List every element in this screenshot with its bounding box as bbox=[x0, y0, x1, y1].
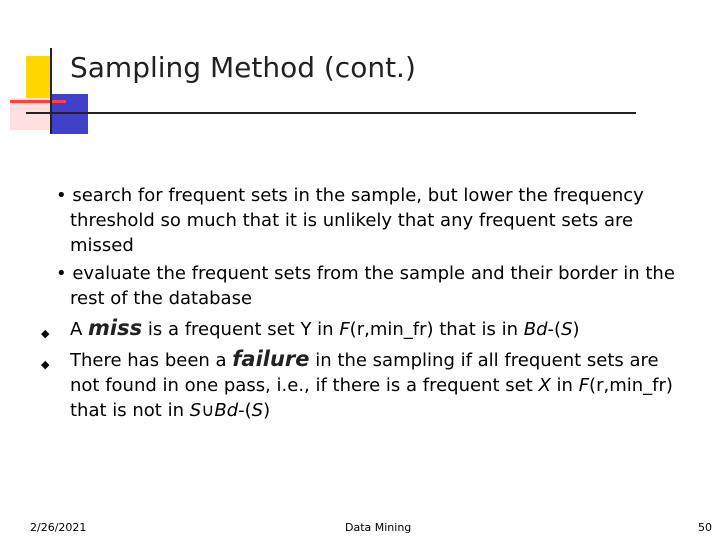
text-segment: (r,min_fr) that is not in bbox=[70, 375, 673, 421]
bullet-text bbox=[70, 347, 680, 423]
symbol-s: S bbox=[251, 400, 264, 421]
text-segment: in the sampling if all frequent sets are not found in one pass, i.e., if there is a frequent set bbox=[70, 350, 659, 396]
symbol-f: F bbox=[578, 375, 590, 396]
diamond-bullet-icon: ◆ bbox=[41, 327, 50, 340]
footer-date: 2/26/2021 bbox=[30, 521, 87, 534]
term-failure: failure bbox=[232, 347, 310, 371]
symbol-s: S bbox=[561, 319, 573, 340]
symbol-union: ∪ bbox=[201, 400, 215, 421]
bullet-item bbox=[40, 347, 680, 423]
text-segment: in bbox=[550, 375, 579, 396]
term-miss: miss bbox=[88, 316, 143, 340]
bullet-item bbox=[40, 316, 680, 342]
symbol-bd: Bd bbox=[523, 319, 548, 340]
text-segment: ) bbox=[572, 319, 580, 340]
symbol-f: F bbox=[339, 319, 350, 340]
decor-red-line bbox=[10, 100, 66, 103]
symbol-bd: Bd bbox=[214, 400, 239, 421]
text-segment: There has been a bbox=[70, 350, 233, 371]
text-segment: ) bbox=[263, 400, 271, 421]
bullet-item bbox=[40, 183, 680, 258]
symbol-x: X bbox=[538, 375, 551, 396]
bullet-marker: • bbox=[56, 185, 67, 206]
bullet-marker: • bbox=[56, 263, 67, 284]
symbol-s: S bbox=[189, 400, 202, 421]
text-segment: (r,min_fr) that is in bbox=[349, 319, 524, 340]
bullet-item bbox=[40, 261, 680, 311]
bullet-text bbox=[54, 261, 680, 311]
title-underline bbox=[26, 112, 636, 114]
slide-title: Sampling Method (cont.) bbox=[70, 51, 416, 84]
footer-title: Data Mining bbox=[345, 521, 412, 534]
text-segment: is a frequent set Y in bbox=[142, 319, 340, 340]
bullet-content: search for frequent sets in the sample, but lower the frequency threshold so much that it is unlikely that any frequent sets are missed bbox=[70, 185, 644, 256]
bullet-content: evaluate the frequent sets from the sample and their border in the rest of the database bbox=[70, 263, 675, 309]
text-segment: A bbox=[70, 319, 89, 340]
text-segment: -( bbox=[238, 400, 252, 421]
bullet-text bbox=[54, 183, 680, 258]
page-number: 50 bbox=[698, 521, 712, 534]
decor-yellow-block bbox=[26, 56, 50, 98]
bullet-text bbox=[70, 316, 680, 342]
diamond-bullet-icon: ◆ bbox=[41, 358, 50, 371]
text-segment: -( bbox=[547, 319, 562, 340]
decor-vertical-line bbox=[50, 48, 52, 134]
